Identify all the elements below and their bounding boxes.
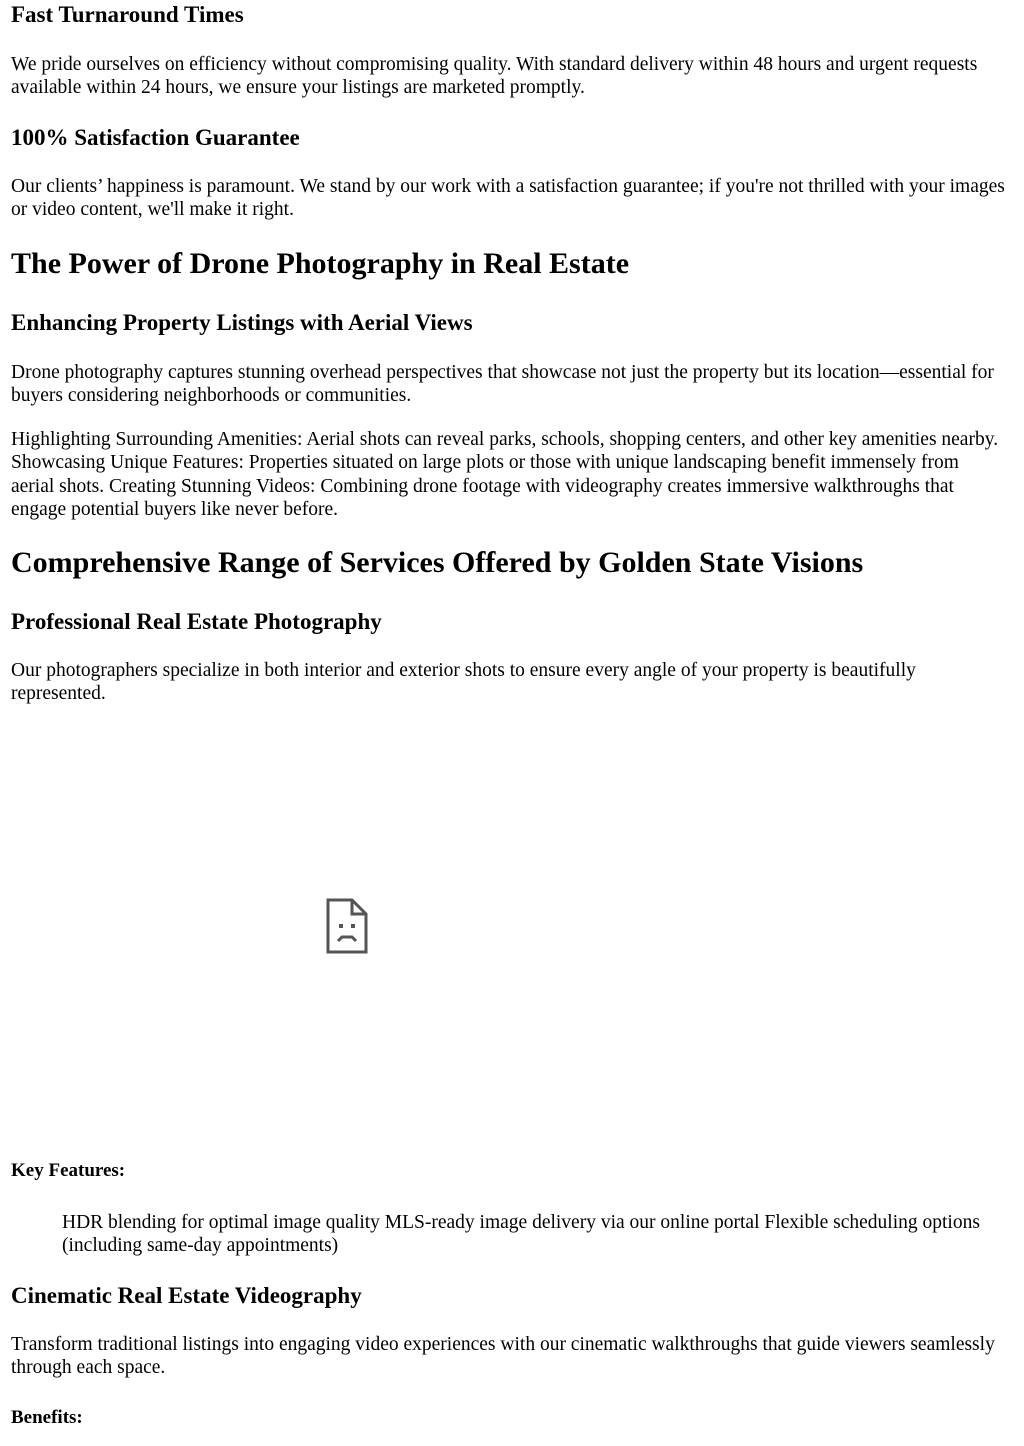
- benefits-label: Benefits:: [11, 1407, 83, 1428]
- key-features-text: HDR blending for optimal image quality MLS-ready image delivery via our online portal Flexible scheduling options (including same-day appointments): [62, 1212, 980, 1257]
- broken-image-icon: [324, 897, 370, 955]
- videography-text: Transform traditional listings into engaging video experiences with our cinematic walkthroughs that guide viewers seamlessly through each space.: [11, 1334, 995, 1379]
- drone-intro-text: Drone photography captures stunning overhead perspectives that showcase not just the property but its location—essential for buyers considering neighborhoods or communities.: [11, 362, 994, 407]
- videography-heading: Cinematic Real Estate Videography: [11, 1283, 362, 1308]
- satisfaction-heading: 100% Satisfaction Guarantee: [11, 125, 300, 150]
- aerial-views-heading: Enhancing Property Listings with Aerial Views: [11, 310, 473, 335]
- drone-heading: The Power of Drone Photography in Real Estate: [11, 247, 630, 280]
- drone-details-text: Highlighting Surrounding Amenities: Aerial shots can reveal parks, schools, shopping centers, and other key amenities nearby. Showcasing Unique Features: Properties situated on large plots or those with unique landscaping benefit immensely from aerial shots. Creating Stunning Videos: Combining drone footage with videography creates immersive walkthroughs that engage potential buyers like never before.: [11, 429, 999, 521]
- fast-turnaround-heading: Fast Turnaround Times: [11, 2, 244, 27]
- services-heading: Comprehensive Range of Services Offered by Golden State Visions: [11, 546, 864, 579]
- key-features-label: Key Features:: [11, 1160, 126, 1181]
- satisfaction-text: Our clients’ happiness is paramount. We stand by our work with a satisfaction guarantee; if you're not thrilled with your images or video content, we'll make it right.: [11, 176, 1005, 221]
- fast-turnaround-text: We pride ourselves on efficiency without compromising quality. With standard delivery within 48 hours and urgent requests available within 24 hours, we ensure your listings are marketed promptly.: [11, 54, 978, 99]
- photography-text: Our photographers specialize in both interior and exterior shots to ensure every angle of your property is beautifully represented.: [11, 660, 916, 705]
- photography-heading: Professional Real Estate Photography: [11, 609, 382, 634]
